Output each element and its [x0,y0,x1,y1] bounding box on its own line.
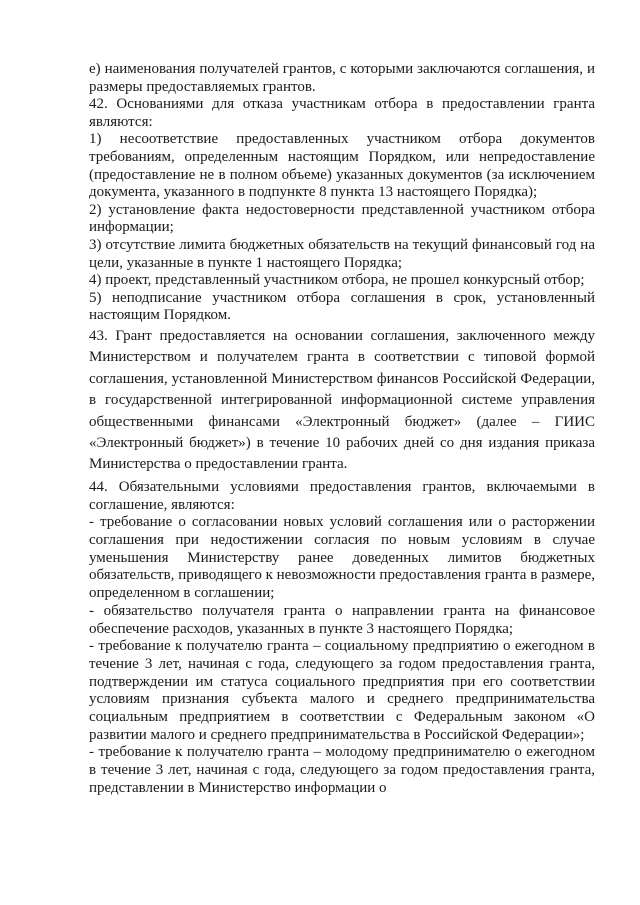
paragraph-42-item-3: 3) отсутствие лимита бюджетных обязательств на текущий финансовый год на цели, указанные в пункте 1 настоящего Порядка; [89,236,595,271]
paragraph-42-item-4: 4) проект, представленный участником отбора, не прошел конкурсный отбор; [89,272,585,289]
paragraph-44: 44. Обязательными условиями предоставления грантов, включаемыми в соглашение, являются: [89,478,595,513]
paragraph-43: 43. Грант предоставляется на основании соглашения, заключенного между Министерством и получателем гранта в соответствии с типовой формой соглашения, установленной Министерством финансов Российской Федерации, в государственной интегрированной информационной системе управления общественными финансами «Электронный бюджет» (далее – ГИИС «Электронный бюджет») в течение 10 рабочих дней со дня издания приказа Министерства о предоставлении гранта. [89,327,595,473]
document-page [89,61,595,798]
paragraph-44-item-1: - требование о согласовании новых условий соглашения или о расторжении соглашения при недостижении согласия по новым условиям в случае уменьшения Министерству ранее доведенных лимитов бюджетных обязательств, приводящего к невозможности предоставления гранта в размере, определенном в соглашении; [89,514,595,602]
paragraph-44-item-3: - требование к получателю гранта – социальному предприятию о ежегодном в течение 3 лет, начиная с года, следующего за годом предоставления гранта, подтверждении им статуса социального предприятия при его соответствии условиям признания субъекта малого и среднего предпринимательства социальным предприятием в соответствии с Федеральным законом «О развитии малого и среднего предпринимательства в Российской Федерации»; [89,638,595,743]
paragraph-42-item-2: 2) установление факта недостоверности представленной участником отбора информации; [89,201,595,236]
paragraph-42-item-5: 5) неподписание участником отбора соглашения в срок, установленный настоящим Порядком. [89,289,595,324]
paragraph-42: 42. Основаниями для отказа участникам отбора в предоставлении гранта являются: [89,96,595,130]
paragraph-44-item-4: - требование к получателю гранта – молодому предпринимателю о ежегодном в течение 3 лет, начиная с года, следующего за годом предоставления гранта, представлении в Министерство информации о [89,744,595,796]
paragraph-41e: е) наименования получателей грантов, с которыми заключаются соглашения, и размеры предоставляемых грантов. [89,61,595,95]
paragraph-42-item-1: 1) несоответствие предоставленных участником отбора документов требованиям, определенным настоящим Порядком, или непредоставление (предоставление не в полном объеме) указанных документов (за исключением документа, указанного в подпункте 8 пункта 13 настоящего Порядка); [89,131,595,201]
paragraph-44-item-2: - обязательство получателя гранта о направлении гранта на финансовое обеспечение расходов, указанных в пункте 3 настоящего Порядка; [89,602,595,637]
